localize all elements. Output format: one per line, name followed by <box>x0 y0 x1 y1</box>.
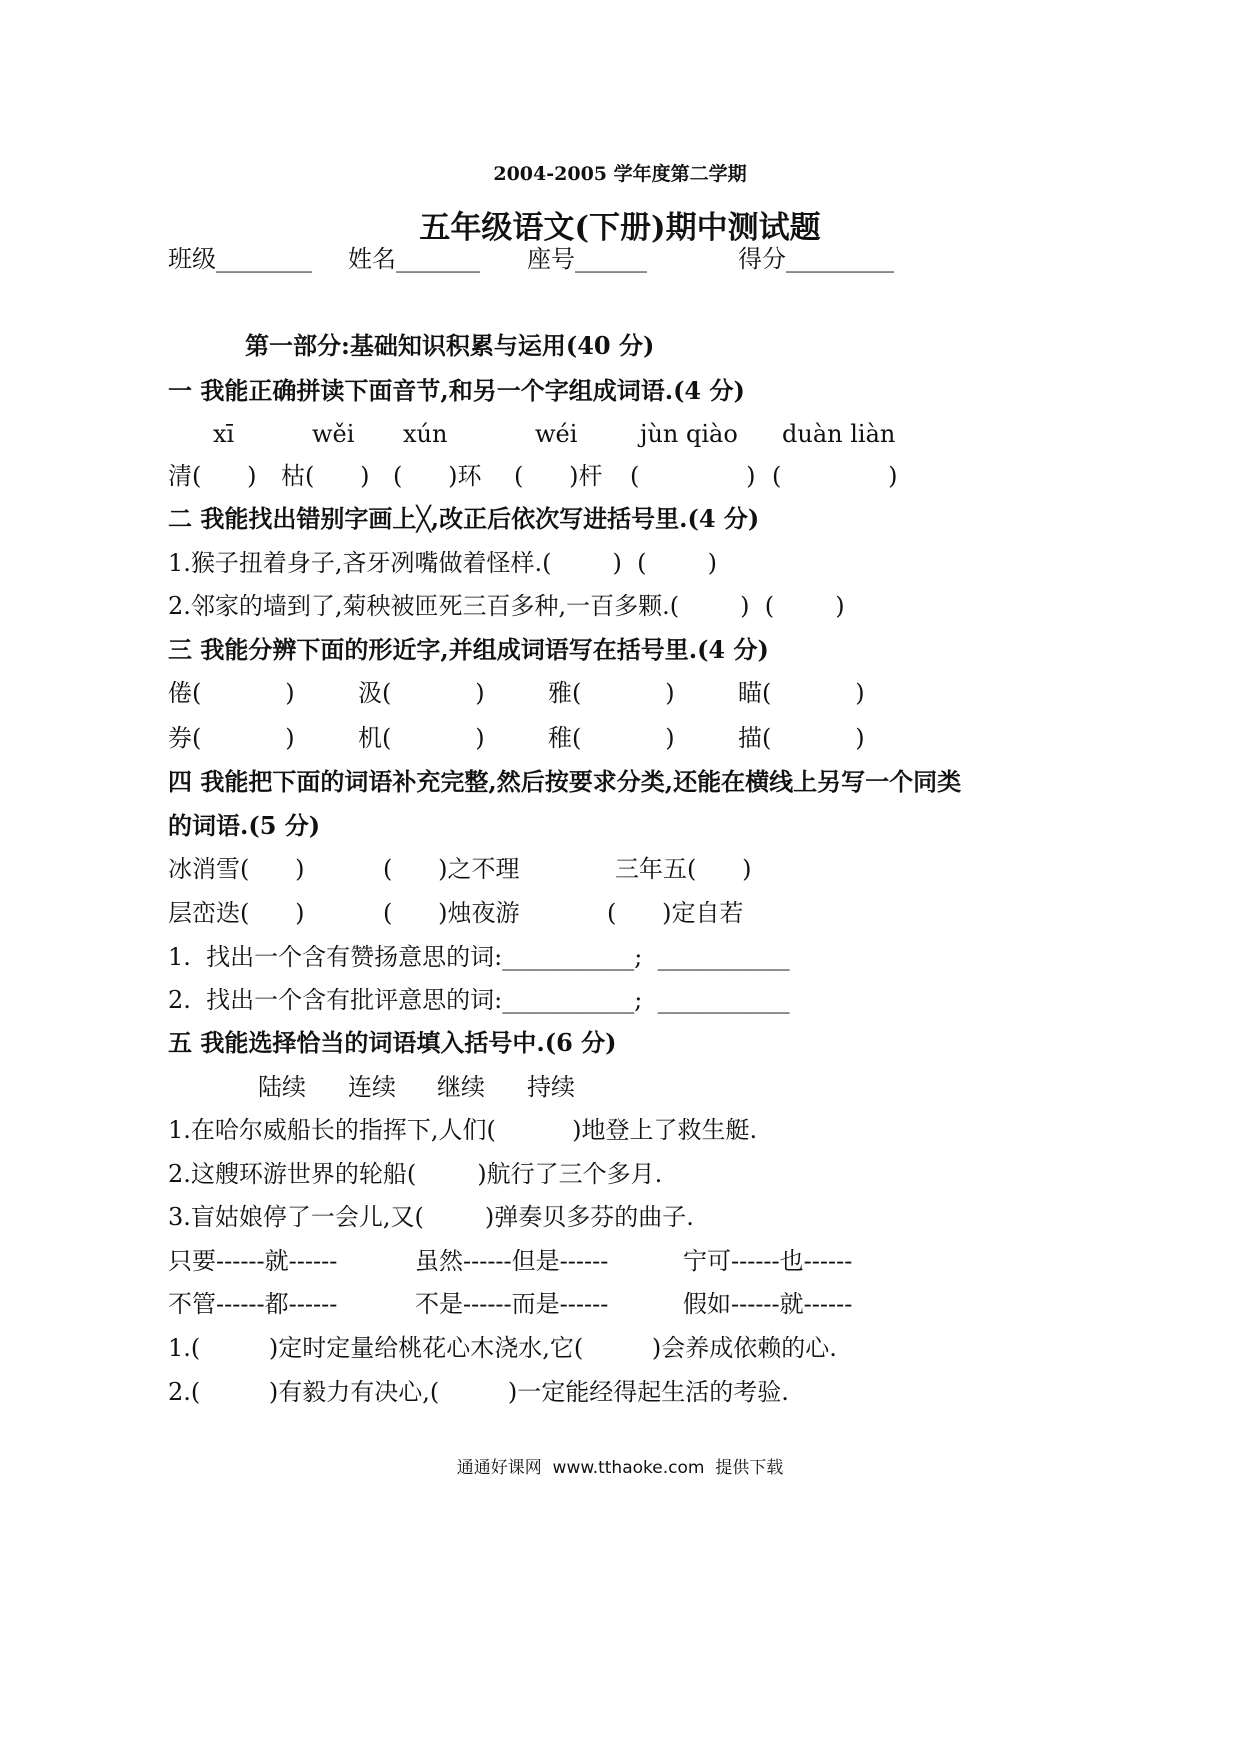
q4-r1-1[interactable]: 冰消雪( ) <box>168 855 305 883</box>
pinyin-1: xī <box>213 420 235 448</box>
q2-item-2[interactable]: 2.邻家的墙到了,菊秧被匝死三百多种,一百多颗.( ) ( ) <box>168 592 845 620</box>
q4-r2-3[interactable]: ( )定自若 <box>607 899 744 927</box>
q5-option-3: 继续 <box>437 1073 485 1101</box>
q1-blank-4[interactable]: ( )杆 <box>514 462 603 490</box>
pinyin-3: xún <box>403 420 448 448</box>
q3-r2-1[interactable]: 券( ) <box>168 724 295 752</box>
name-field[interactable]: 姓名_______ <box>348 245 480 273</box>
q5-item2-2[interactable]: 2.( )有毅力有决心,( )一定能经得起生活的考验. <box>168 1378 789 1406</box>
pinyin-4: wéi <box>535 420 578 448</box>
q5-option-4: 持续 <box>527 1073 575 1101</box>
q3-r2-3[interactable]: 稚( ) <box>548 724 675 752</box>
q1-blank-3[interactable]: ( )环 <box>393 462 482 490</box>
seat-field[interactable]: 座号______ <box>527 245 647 273</box>
q5-item-2[interactable]: 2.这艘环游世界的轮船( )航行了三个多月. <box>168 1160 663 1188</box>
q4-heading-line1: 四 我能把下面的词语补充完整,然后按要求分类,还能在横线上另写一个同类 <box>168 767 962 796</box>
q4-r2-2[interactable]: ( )烛夜游 <box>383 899 520 927</box>
conj-r1-2: 虽然------但是------ <box>415 1247 609 1275</box>
q3-r1-1[interactable]: 倦( ) <box>168 679 295 707</box>
score-field[interactable]: 得分_________ <box>738 245 894 273</box>
conj-r2-1: 不管------都------ <box>168 1290 338 1318</box>
conj-r1-1: 只要------就------ <box>168 1247 338 1275</box>
footer-credit: 通通好课网 www.tthaoke.com 提供下载 <box>456 1458 784 1478</box>
class-field[interactable]: 班级________ <box>168 245 312 273</box>
q3-r1-2[interactable]: 汲( ) <box>358 679 485 707</box>
part-heading: 第一部分:基础知识积累与运用(40 分) <box>245 331 655 360</box>
q2-item-1[interactable]: 1.猴子扭着身子,吝牙冽嘴做着怪样.( ) ( ) <box>168 549 717 577</box>
pinyin-2: wěi <box>312 420 355 448</box>
q5-option-1: 陆续 <box>258 1073 306 1101</box>
conj-r2-3: 假如------就------ <box>683 1290 853 1318</box>
q5-item-1[interactable]: 1.在哈尔威船长的指挥下,人们( )地登上了救生艇. <box>168 1116 758 1144</box>
q4-r2-1[interactable]: 层峦迭( ) <box>168 899 305 927</box>
q1-blank-5[interactable]: ( ) <box>630 462 756 490</box>
q5-item2-1[interactable]: 1.( )定时定量给桃花心木浇水,它( )会养成依赖的心. <box>168 1334 837 1362</box>
q3-heading: 三 我能分辨下面的形近字,并组成词语写在括号里.(4 分) <box>168 635 769 664</box>
q5-option-2: 连续 <box>348 1073 396 1101</box>
q2-heading: 二 我能找出错别字画上╳,改正后依次写进括号里.(4 分) <box>168 504 760 533</box>
q3-r1-3[interactable]: 雅( ) <box>548 679 675 707</box>
conj-r2-2: 不是------而是------ <box>415 1290 609 1318</box>
q5-item-3[interactable]: 3.盲姑娘停了一会儿,又( )弹奏贝多芬的曲子. <box>168 1203 694 1231</box>
q1-heading: 一 我能正确拼读下面音节,和另一个字组成词语.(4 分) <box>168 376 745 405</box>
q4-sub-2[interactable]: 2. 找出一个含有批评意思的词:___________; ___________ <box>168 986 790 1014</box>
q4-r1-2[interactable]: ( )之不理 <box>383 855 520 883</box>
q3-r1-4[interactable]: 瞄( ) <box>738 679 865 707</box>
q4-r1-3[interactable]: 三年五( ) <box>615 855 752 883</box>
q3-r2-4[interactable]: 描( ) <box>738 724 865 752</box>
term-label: 2004-2005 学年度第二学期 <box>493 163 747 185</box>
pinyin-5: jùn qiào <box>640 420 738 448</box>
q1-blank-1[interactable]: 清( ) <box>168 462 257 490</box>
conj-r1-3: 宁可------也------ <box>683 1247 853 1275</box>
q4-heading-line2: 的词语.(5 分) <box>168 811 321 840</box>
q4-sub-1[interactable]: 1. 找出一个含有赞扬意思的词:___________; ___________ <box>168 943 790 971</box>
pinyin-6: duàn liàn <box>782 420 896 448</box>
q1-blank-6[interactable]: ( ) <box>772 462 898 490</box>
q3-r2-2[interactable]: 机( ) <box>358 724 485 752</box>
q5-heading: 五 我能选择恰当的词语填入括号中.(6 分) <box>168 1028 617 1057</box>
q1-blank-2[interactable]: 枯( ) <box>281 462 370 490</box>
page-title: 五年级语文(下册)期中测试题 <box>419 210 821 246</box>
